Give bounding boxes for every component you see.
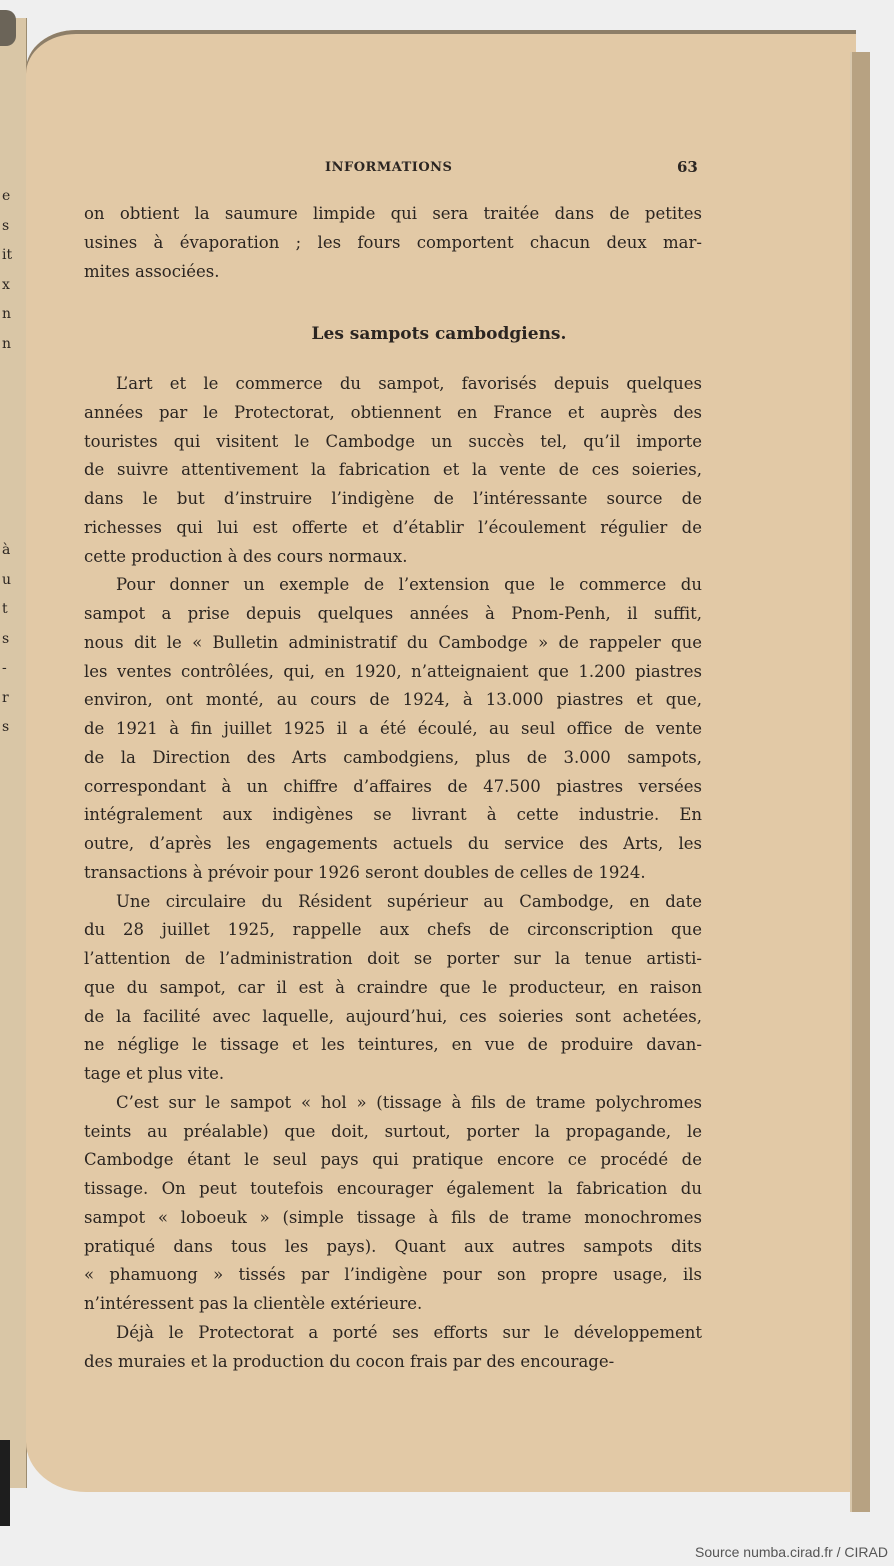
left-page-fragment: it [2, 247, 13, 263]
text-line: du 28 juillet 1925, rappelle aux chefs de circonscription que [84, 920, 702, 940]
left-page-fragment: s [2, 217, 10, 234]
text-line: C’est sur le sampot « hol » (tissage à fils de trame polychromes [116, 1092, 702, 1112]
left-page-fragment: - [2, 660, 7, 676]
left-page-fragment: t [2, 601, 8, 617]
text-line: ne néglige le tissage et les teintures, en vue de produire davan- [84, 1035, 702, 1055]
text-line: L’art et le commerce du sampot, favorisés depuis quelques [116, 374, 702, 393]
left-page-fragment: n [2, 335, 12, 352]
paragraph [84, 1089, 702, 1319]
text-line: les ventes contrôlées, qui, en 1920, n’atteignaient que 1.200 piastres [84, 661, 702, 681]
binding [0, 1440, 10, 1526]
text-line: de 1921 à fin juillet 1925 il a été écoulé, au seul office de vente [84, 719, 702, 738]
text-line: Déjà le Protectorat a porté ses efforts sur le développement [116, 1322, 702, 1342]
text-line: de la facilité avec laquelle, aujourd’hui, ces soieries sont achetées, [84, 1006, 702, 1026]
previous-page-edge [0, 18, 27, 1488]
text-line: l’attention de l’administration doit se porter sur la tenue artisti- [84, 949, 702, 968]
paragraph [84, 1319, 702, 1377]
paragraph [84, 370, 702, 571]
text-line: richesses qui lui est offerte et d’établir l’écoulement régulier de [84, 517, 702, 537]
page-number: 63 [677, 158, 698, 176]
text-line: de suivre attentivement la fabrication et la vente de ces soieries, [84, 460, 702, 480]
text-line: sampot a prise depuis quelques années à Pnom-Penh, il suffit, [84, 604, 702, 623]
text-line: sampot « loboeuk » (simple tissage à fils de trame monochromes [84, 1207, 702, 1227]
left-page-fragment: n [2, 306, 12, 322]
left-page-fragment: e [2, 188, 11, 204]
text-line: « phamuong » tissés par l’indigène pour son propre usage, ils [84, 1265, 702, 1285]
text-line: de la Direction des Arts cambodgiens, plus de 3.000 sampots, [84, 747, 702, 767]
left-page-fragment: s [2, 630, 10, 647]
text-line: mites associées. [84, 261, 220, 281]
left-page-fragment: s [2, 719, 10, 735]
text-line: Pour donner un exemple de l’extension que le commerce du [116, 575, 702, 595]
section-title-text: Les sampots cambodgiens. [311, 324, 567, 344]
section-title [0, 324, 894, 344]
text-line: des muraies et la production du cocon frais par des encourage- [84, 1351, 615, 1371]
article-body [84, 370, 702, 1376]
text-line: on obtient la saumure limpide qui sera traitée dans de petites [84, 204, 702, 223]
page-stack-edge [850, 52, 870, 1512]
text-line: environ, ont monté, au cours de 1924, à 13.000 piastres et que, [84, 690, 702, 710]
text-line: touristes qui visitent le Cambodge un succès tel, qu’il importe [84, 431, 702, 451]
running-head: INFORMATIONS [325, 160, 453, 175]
left-page-fragment: u [2, 571, 12, 588]
text-line: tissage. On peut toutefois encourager également la fabrication du [84, 1179, 702, 1198]
paragraph [84, 571, 702, 887]
text-line: outre, d’après les engagements actuels du service des Arts, les [84, 834, 702, 853]
text-line: que du sampot, car il est à craindre que le producteur, en raison [84, 977, 702, 997]
text-line: tage et plus vite. [84, 1064, 225, 1083]
paragraph [84, 200, 702, 286]
text-line: usines à évaporation ; les fours comportent chacun deux mar- [84, 232, 702, 252]
text-line: intégralement aux indigènes se livrant à cette industrie. En [84, 805, 702, 825]
source-credit: Source numba.cirad.fr / CIRAD [695, 1544, 888, 1560]
text-line: cette production à des cours normaux. [84, 546, 408, 566]
continuation-paragraph [84, 200, 702, 286]
text-line: pratiqué dans tous les pays). Quant aux autres sampots dits [84, 1236, 702, 1256]
text-line: Cambodge étant le seul pays qui pratique encore ce procédé de [84, 1150, 702, 1170]
binding-clip [0, 10, 16, 46]
paragraph [84, 888, 702, 1089]
left-page-fragment: r [2, 689, 9, 706]
text-line: teints au préalable) que doit, surtout, porter la propagande, le [84, 1121, 702, 1141]
text-line: années par le Protectorat, obtiennent en France et auprès des [84, 402, 702, 422]
left-page-fragment: à [2, 542, 11, 558]
text-line: Une circulaire du Résident supérieur au Cambodge, en date [116, 891, 702, 911]
text-line: dans le but d’instruire l’indigène de l’intéressante source de [84, 489, 702, 508]
text-line: correspondant à un chiffre d’affaires de 47.500 piastres versées [84, 776, 702, 796]
text-line: nous dit le « Bulletin administratif du Cambodge » de rappeler que [84, 632, 702, 652]
text-line: transactions à prévoir pour 1926 seront doubles de celles de 1924. [84, 862, 646, 882]
text-line: n’intéressent pas la clientèle extérieure. [84, 1294, 423, 1313]
left-page-fragment: x [2, 276, 10, 293]
